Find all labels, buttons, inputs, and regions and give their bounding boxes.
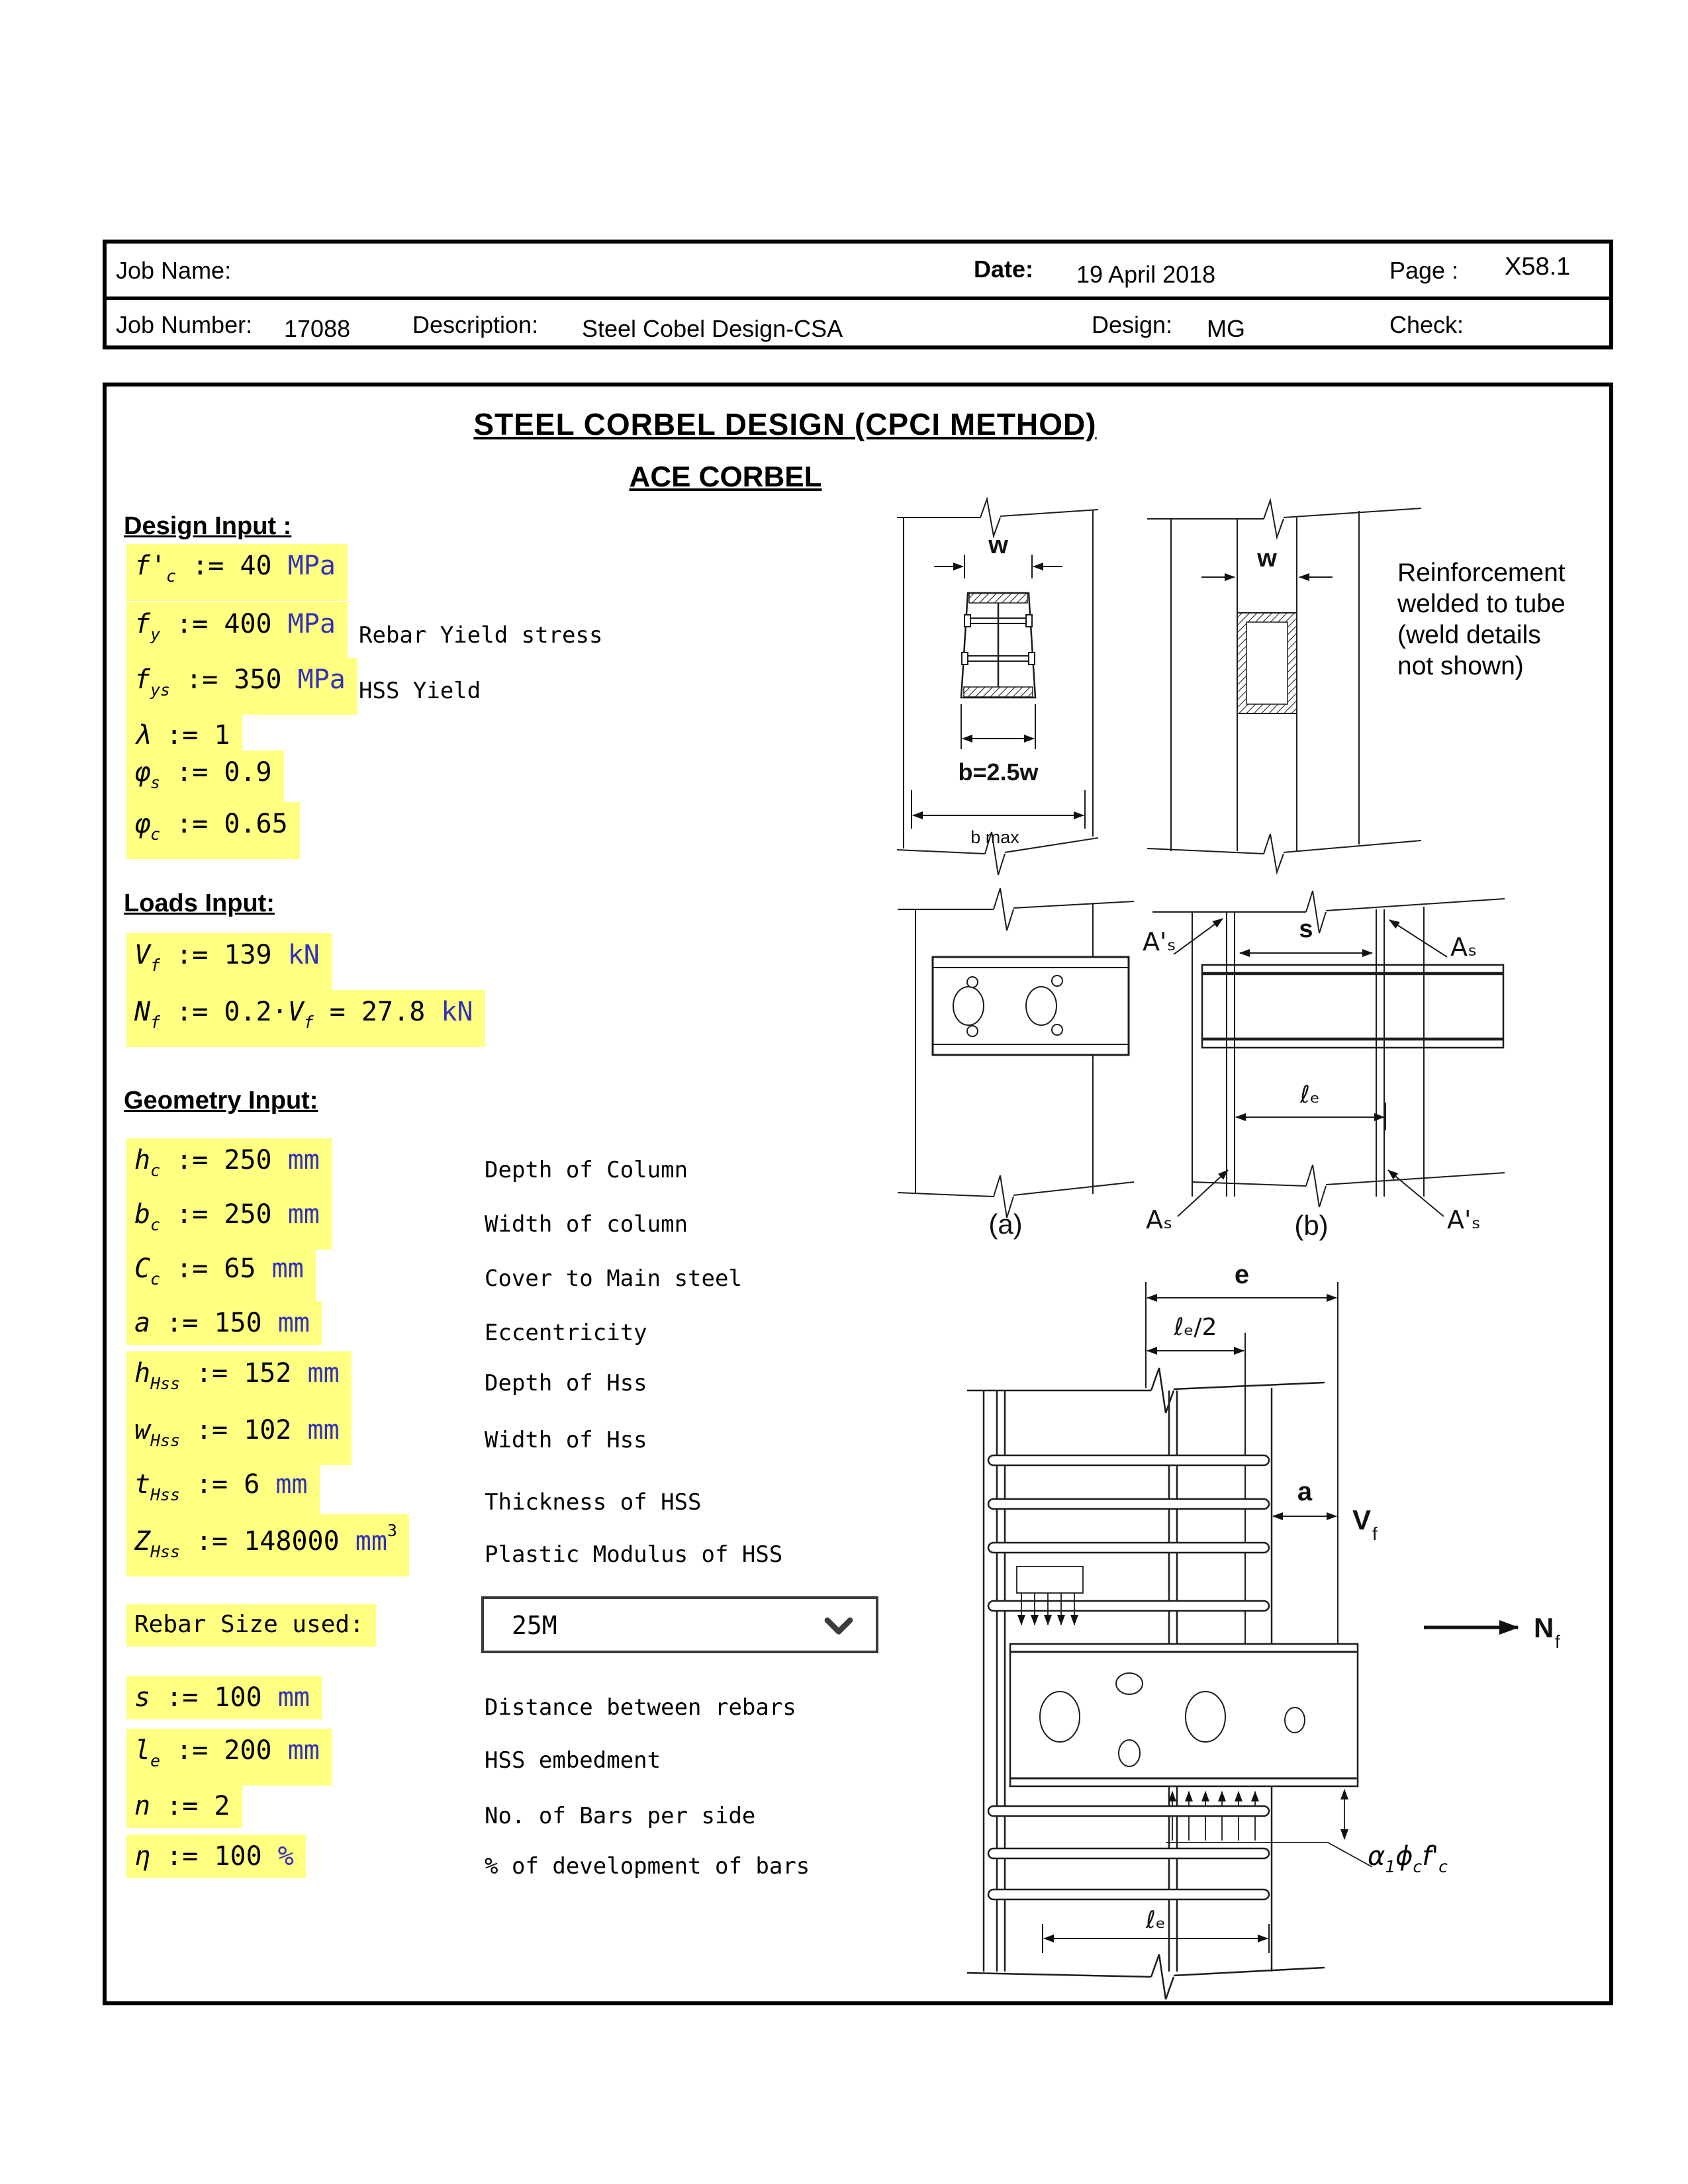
page-subtitle: ACE CORBEL	[629, 461, 822, 493]
rebar-label-as-prime-bottom: A'ₛ	[1447, 1205, 1481, 1234]
leader-line	[1178, 1170, 1228, 1216]
dim-label-w: w	[988, 531, 1008, 559]
dim-label-b: b=2.5w	[958, 758, 1039, 786]
reinforcement-note-line: (weld details	[1397, 621, 1541, 649]
hss-tube	[1202, 965, 1503, 1048]
stirrups-upper	[988, 1455, 1269, 1611]
lambda-input[interactable]: λ := 1	[126, 713, 242, 757]
b-dimension	[961, 704, 1035, 749]
nf-label: N	[1534, 1612, 1554, 1643]
phi-s-input[interactable]: $\varphi_s$ := 0.9	[126, 751, 284, 807]
dim-label-le-bottom: ℓₑ	[1146, 1907, 1166, 1934]
date-label: Date:	[974, 255, 1034, 283]
phi-c-input[interactable]: $\varphi_c$ := 0.65	[126, 802, 300, 859]
fys-input[interactable]: $f_{ys}$ := 350 MPa	[126, 658, 357, 715]
page-title: STEEL CORBEL DESIGN (CPCI METHOD)	[473, 407, 1097, 441]
dim-label-w: w	[1257, 545, 1277, 572]
description-label: Description:	[412, 311, 539, 338]
design-input-heading: Design Input :	[124, 512, 292, 540]
vf-input[interactable]: $V_f$ := 139 kN	[126, 933, 332, 990]
page-value[interactable]: X58.1	[1505, 253, 1571, 281]
rebar-size-value: 25M	[512, 1611, 557, 1640]
stress-label: $\alpha_1\phi_cf'_c$	[1368, 1841, 1448, 1877]
row-description: Thickness of HSS	[485, 1489, 702, 1516]
whss-input[interactable]: $w_{Hss}$ := 102 mm	[126, 1408, 352, 1465]
figure-caption-b: (b)	[1294, 1210, 1329, 1241]
row-description: HSS embedment	[485, 1747, 661, 1774]
hss-tube	[1010, 1644, 1358, 1786]
vf-label: V	[1352, 1504, 1372, 1535]
description-value[interactable]: Steel Cobel Design-CSA	[582, 315, 843, 342]
n-input[interactable]: n := 2	[126, 1784, 242, 1828]
row-description: Cover to Main steel	[485, 1265, 742, 1292]
le-input[interactable]: $l_e$ := 200 mm	[126, 1729, 332, 1786]
row-description: No. of Bars per side	[485, 1803, 756, 1829]
header-row-divider	[107, 296, 1609, 300]
row-description: Width of column	[485, 1211, 688, 1238]
eta-input[interactable]: η := 100 %	[126, 1835, 306, 1878]
check-label: Check:	[1389, 311, 1464, 338]
row-description: Rebar Yield stress	[359, 622, 603, 649]
loads-input-heading: Loads Input:	[124, 889, 275, 917]
hss-tube-inner	[1246, 622, 1288, 704]
job-number-value[interactable]: 17088	[284, 315, 351, 342]
figure-load-detail	[967, 1257, 1563, 2006]
figure-corbel-cross-section	[896, 499, 1101, 866]
bmax-dimension	[912, 790, 1085, 829]
dim-label-le-half: ℓₑ/2	[1174, 1314, 1217, 1341]
thss-input[interactable]: $t_{Hss}$ := 6 mm	[126, 1463, 320, 1520]
chevron-down-icon	[824, 1617, 853, 1636]
fy-input[interactable]: $f_y$ := 400 MPa	[126, 602, 348, 659]
figure-caption-a: (a)	[988, 1208, 1023, 1240]
row-description: % of development of bars	[485, 1853, 810, 1880]
figure-tube-elevation	[1113, 871, 1510, 1240]
hhss-input[interactable]: $h_{Hss}$ := 152 mm	[126, 1351, 352, 1408]
reinforcement-note-line: not shown)	[1397, 652, 1524, 680]
cc-input[interactable]: $C_c$ := 65 mm	[126, 1247, 316, 1304]
dim-label-bmax: b max	[970, 827, 1019, 847]
dim-label-s: s	[1299, 915, 1313, 943]
rebar-label-as-top: Aₛ	[1450, 933, 1477, 962]
geometry-input-heading: Geometry Input:	[124, 1087, 318, 1115]
dim-label-le: ℓₑ	[1300, 1081, 1320, 1109]
design-label: Design:	[1092, 311, 1173, 338]
corbel-plate	[933, 957, 1129, 1055]
row-description: Width of Hss	[485, 1427, 647, 1453]
main-content-box	[103, 383, 1613, 2005]
nf-label-sub: f	[1555, 1631, 1560, 1652]
eccentricity-input[interactable]: a := 150 mm	[126, 1301, 322, 1345]
hc-input[interactable]: $h_c$ := 250 mm	[126, 1138, 332, 1195]
reinforcement-note-line: welded to tube	[1397, 590, 1566, 618]
vf-label-sub: f	[1372, 1524, 1378, 1544]
stirrups-lower	[988, 1806, 1269, 1899]
figure-tube-section	[1146, 499, 1424, 866]
row-description: Distance between rebars	[485, 1694, 796, 1721]
fc-prime-input[interactable]: $f'_c$ := 40 MPa	[126, 544, 348, 601]
leader-line	[1174, 919, 1223, 954]
reinforcement-note-line: Reinforcement	[1397, 559, 1566, 587]
figure-corbel-elevation	[894, 871, 1139, 1238]
dim-label-e: e	[1234, 1260, 1250, 1289]
row-description: HSS Yield	[359, 678, 481, 704]
row-description: Depth of Hss	[485, 1370, 647, 1396]
row-description: Depth of Column	[485, 1157, 688, 1183]
rebar-label-as-bottom: Aₛ	[1146, 1205, 1173, 1234]
bc-input[interactable]: $b_c$ := 250 mm	[126, 1193, 332, 1250]
top-bearing-arrows	[1017, 1567, 1083, 1625]
leader-line	[1389, 920, 1447, 957]
nf-expression[interactable]: $N_f$ := $0.2\cdot V_f = 27.8$ kN	[126, 990, 485, 1047]
s-input[interactable]: s := 100 mm	[126, 1676, 322, 1719]
zhss-input[interactable]: $Z_{Hss}$ := 148000 $mm^3$	[126, 1514, 409, 1576]
page-label: Page :	[1389, 257, 1459, 284]
job-number-label: Job Number:	[116, 311, 253, 338]
row-description: Plastic Modulus of HSS	[485, 1541, 783, 1568]
design-value[interactable]: MG	[1207, 315, 1245, 342]
rebar-label-as-prime-top: A'ₛ	[1143, 927, 1176, 956]
rebar-size-label: Rebar Size used:	[126, 1604, 376, 1647]
dim-label-a: a	[1297, 1477, 1313, 1506]
date-value[interactable]: 19 April 2018	[1076, 261, 1216, 288]
row-description: Eccentricity	[485, 1320, 647, 1346]
header-table	[103, 240, 1613, 349]
rebar-size-dropdown[interactable]	[481, 1596, 878, 1653]
ibeam-corbel-section	[961, 593, 1035, 698]
job-name-label: Job Name:	[116, 257, 232, 284]
